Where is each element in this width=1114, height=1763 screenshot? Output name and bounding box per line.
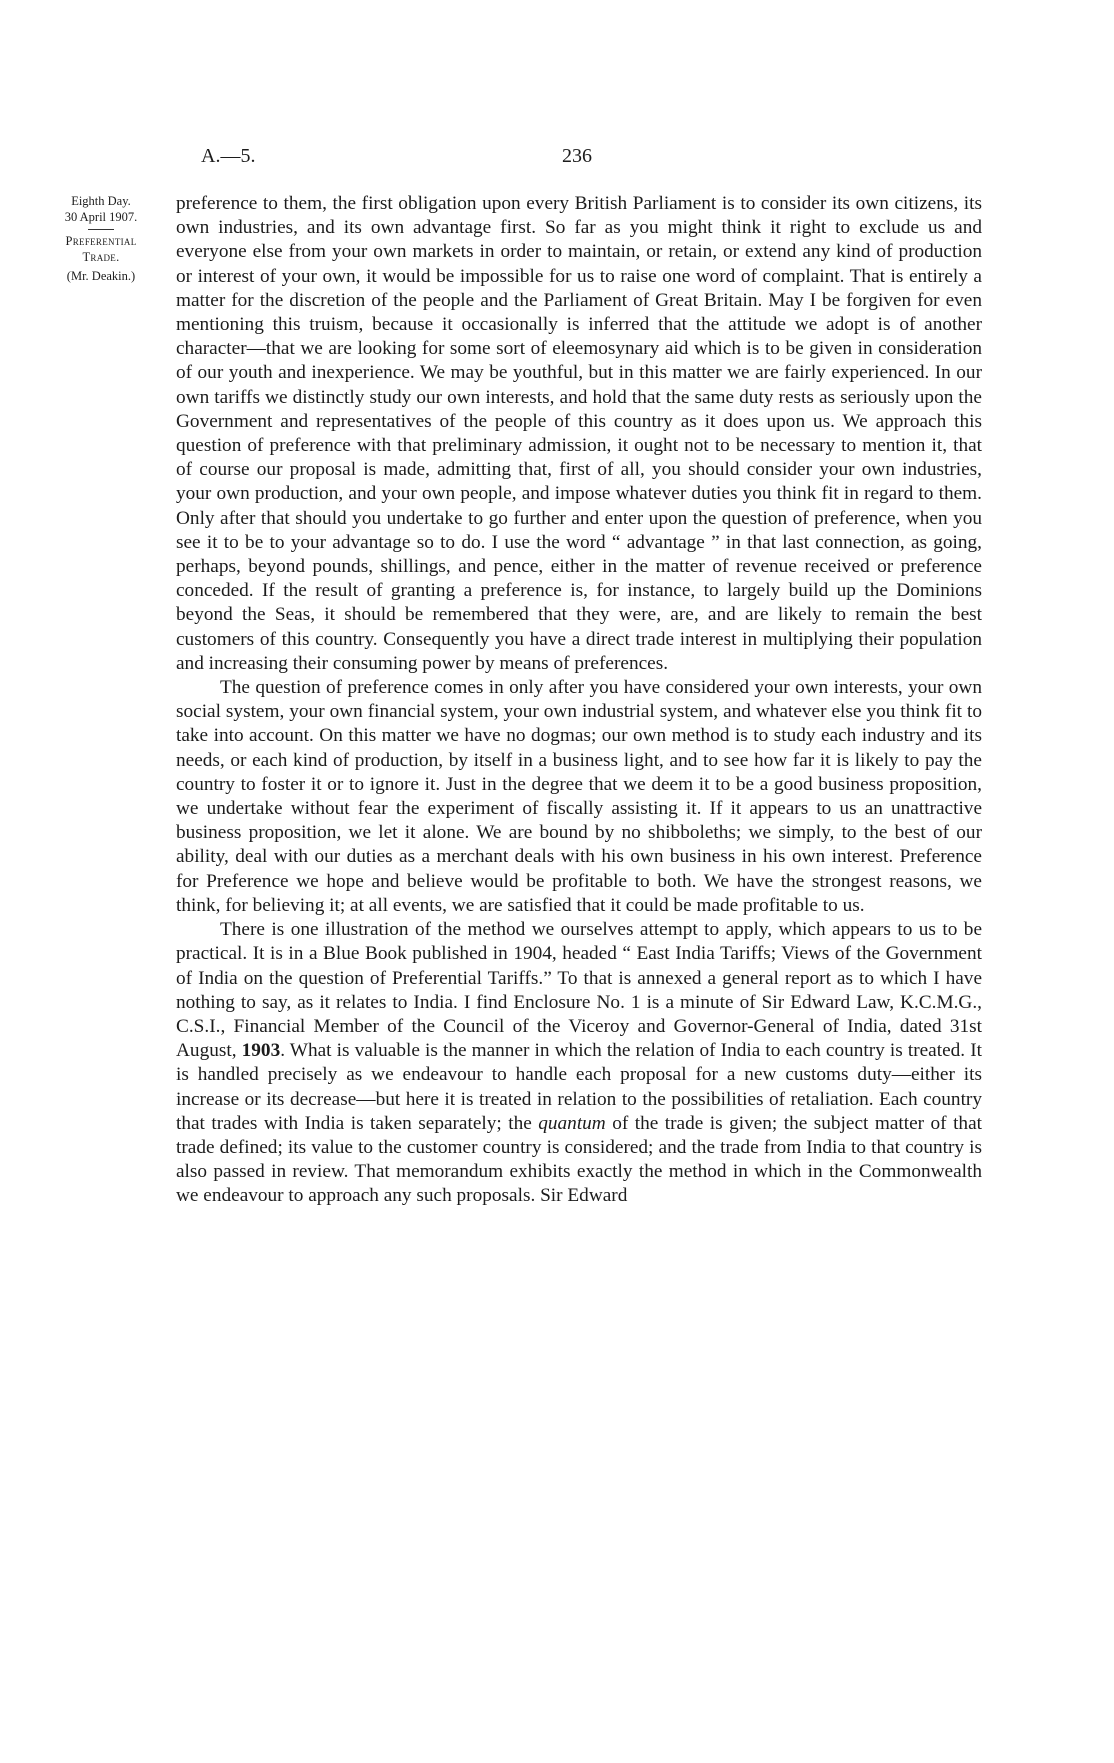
italic-text-run: quantum (538, 1112, 606, 1134)
body-text (176, 192, 982, 1209)
paragraph-2 (176, 676, 982, 918)
margin-topic-line1: Preferential (65, 234, 137, 248)
margin-speaker: (Mr. Deakin.) (66, 269, 136, 283)
margin-date: 30 April 1907. (64, 210, 138, 224)
text-run: There is one illustration of the method we ourselves attempt to apply, which appears to us to be practical. It is in a Blue Book published in 1904, headed “ East India Tariffs; Views of the Government of India on the question of Preferential Tariffs.” To that is annexed a general report as to which I have nothing to say, as it relates to India. I find Enclosure No. 1 is a minute of Sir Edward Law, K.C.M.G., C.S.I., Financial Member of the Council of the Viceroy and Governor-General of India, dated 31st August, (176, 919, 982, 1062)
text-run: . What is valuable is the manner in which the relation of India to each country is treated. It is handled precisely as we endeavour to handle each proposal for a new customs duty—either its increase or its decrease—but here it is treated in relation to the possibilities of retaliation. Each country that trades with India is taken separately; the (176, 1040, 982, 1134)
text-run: The question of preference comes in only after you have considered your own interests, your own social system, your own financial system, your own industrial system, and whatever else you think fit to take into account. On this matter we have no dogmas; our own method is to study each industry and its needs, or each kind of production, by itself in a business light, and to see how far it is likely to pay the country to foster it or to ignore it. Just in the degree that we deem it to be a good business proposition, we undertake without fear the experiment of fiscally assisting it. If it appears to us an unattractive business proposition, we let it alone. We are bound by no shibboleths; we simply, to the best of our ability, deal with our duties as a merchant deals with his own business in his own interest. Preference for Preference we hope and believe would be profitable to both. We have the strongest reasons, we think, for believing it; at all events, we are satisfied that it could be made profitable to us. (176, 677, 982, 916)
paragraph-3 (176, 918, 982, 1208)
margin-note (36, 193, 166, 284)
document-reference: A.—5. (201, 145, 256, 167)
paragraph-1 (176, 192, 982, 676)
text-run: preference to them, the first obligation upon every British Parliament is to consider its own citizens, its own industries, and its own advantage first. So far as you might think it right to exclude us and everyone else from your own markets in order to maintain, or retain, or extend any kind of production or interest of your own, it would be impossible for us to raise one word of complaint. That is entirely a matter for the discretion of the people and the Parliament of Great Britain. May I be forgiven for even mentioning this truism, because it occasionally is inferred that the attitude we adopt is of another character—that we are looking for some sort of eleemosynary aid which is to be given in consideration of our youth and inexperience. We may be youthful, but in this matter we are fairly experienced. In our own tariffs we distinctly study our own interests, and hold that the same duty rests as seriously upon the Government and representatives of the people of this country as it does upon us. We approach this question of preference with that preliminary admission, it ought not to be necessary to mention it, that of course our proposal is made, admitting that, first of all, you should consider your own industries, your own production, and your own people, and impose whatever duties you think fit in regard to them. Only after that should you undertake to go further and enter upon the question of preference, when you see it to be to your advantage so to do. I use the word “ advantage ” in that last connection, as going, perhaps, beyond pounds, shillings, and pence, either in the matter of revenue received or preference conceded. If the result of granting a preference is, for instance, to largely build up the Dominions beyond the Seas, it should be remembered that they were, are, and are likely to remain the best customers of this country. Consequently you have a direct trade interest in multiplying their population and increasing their consuming power by means of preferences. (176, 193, 982, 674)
bold-text-run: 1903 (241, 1040, 281, 1062)
margin-topic-line2: Trade. (82, 250, 120, 264)
page-header (0, 145, 1114, 175)
margin-day: Eighth Day. (71, 194, 131, 208)
text-run: of the trade is given; the subject matter of that trade defined; its value to the customer country is considered; and the trade from India to that country is also passed in review. That memorandum exhibits exactly the method in which in the Commonwealth we endeavour to approach any such proposals. Sir Edward (176, 1112, 982, 1207)
margin-divider (88, 229, 114, 230)
page-number: 236 (562, 145, 592, 167)
